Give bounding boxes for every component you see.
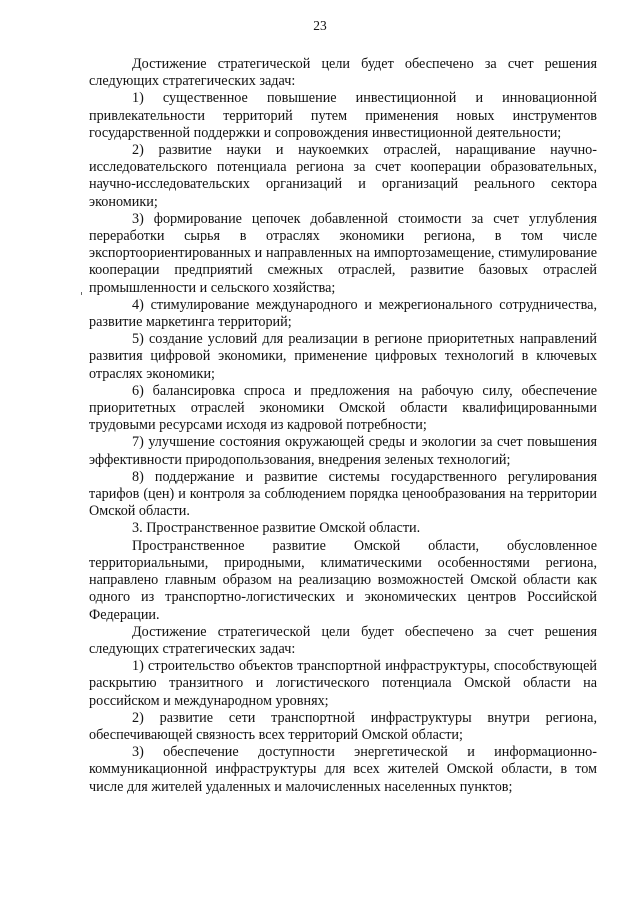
task-item-1: 1) существенное повышение инвестиционной и инновационной привлекательности территорий путем применения новых инструментов государственной поддержки и сопровождения инвестиционной деятельности; (89, 90, 597, 141)
task-item-6: 6) балансировка спроса и предложения на рабочую силу, обеспечение приоритетных отраслей экономики Омской области квалифицированными трудовыми ресурсами исходя из кадровой потребности; (89, 382, 597, 434)
page-number: 23 (313, 18, 327, 33)
task-item-5: 5) создание условий для реализации в регионе приоритетных направлений развития цифровой экономики, применение цифровых технологий в ключевых отраслях экономики; (89, 331, 597, 382)
section-heading: 3. Пространственное развитие Омской области. (132, 520, 421, 537)
spatial-task-item-2: 2) развитие сети транспортной инфраструктуры внутри региона, обеспечивающей связность всех территорий Омской области; (89, 709, 597, 743)
spatial-task-item-3: 3) обеспечение доступности энергетической и информационно-коммуникационной инфраструктуры для всех жителей Омской области, в том числе для жителей удаленных и малочисленных населенных пунктов; (89, 744, 597, 795)
document-body (89, 56, 597, 796)
task-item-4: 4) стимулирование международного и межрегионального сотрудничества, развитие маркетинга территорий; (89, 296, 597, 331)
task-item-2: 2) развитие науки и наукоемких отраслей, наращивание научно-исследовательского потенциала региона за счет кооперации образовательных, научно-исследовательских организаций и организаций реального сектора экономики; (89, 142, 597, 210)
margin-mark (81, 292, 82, 295)
spatial-task-item-1: 1) строительство объектов транспортной инфраструктуры, способствующей раскрытию транзитного и логистического потенциала Омской области на российском и международном уровнях; (89, 658, 597, 709)
task-item-3: 3) формирование цепочек добавленной стоимости за счет углубления переработки сырья в отраслях экономики региона, в том числе экспортоориентированных и направленных на импортозамещение, стимулирование кооперации предприятий смежных отраслей, развитие базовых отраслей промышленности и сельского хозяйства; (89, 210, 597, 296)
intro-paragraph: Достижение стратегической цели будет обеспечено за счет решения следующих стратегических задач: (89, 56, 597, 90)
task-item-8: 8) поддержание и развитие системы государственного регулирования тарифов (цен) и контроля за соблюдением порядка ценообразования на территории Омской области. (89, 468, 597, 520)
task-item-7: 7) улучшение состояния окружающей среды и экологии за счет повышения эффективности природопользования, внедрения зеленых технологий; (89, 434, 597, 468)
intro-paragraph-2: Достижение стратегической цели будет обеспечено за счет решения следующих стратегических задач: (89, 623, 597, 657)
section-paragraph: Пространственное развитие Омской области, обусловленное территориальными, природными, климатическими особенностями региона, направлено главным образом на реализацию возможностей Омской области как одного из транспортно-логистических и экономических центров Российской Федерации. (89, 537, 597, 623)
